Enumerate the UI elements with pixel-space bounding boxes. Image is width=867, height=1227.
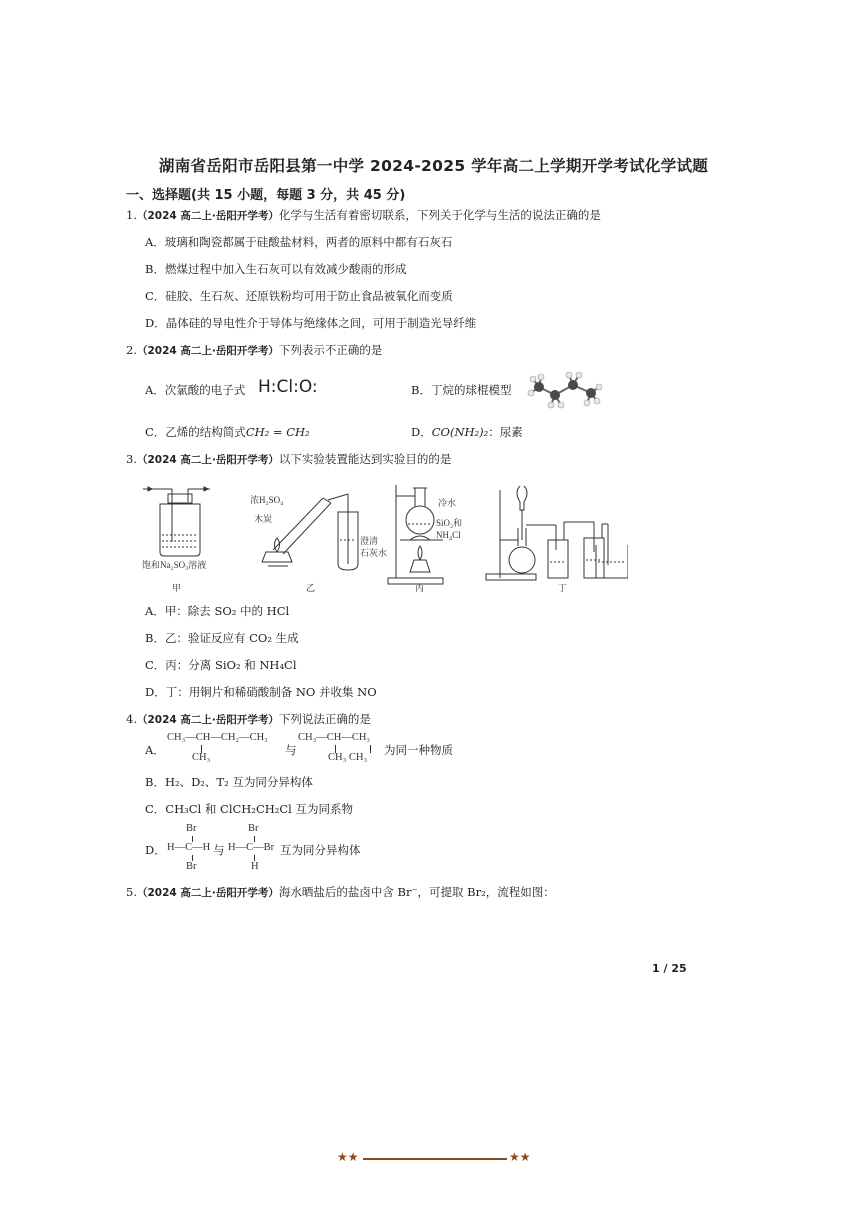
question-number: 3. bbox=[126, 452, 137, 466]
question-5 bbox=[126, 884, 555, 900]
q2-option-d-text: ：尿素 bbox=[488, 425, 523, 439]
question-stem: 以下实验装置能达到实验目的的是 bbox=[278, 452, 452, 466]
question-1 bbox=[126, 207, 601, 223]
butane-ball-stick-model bbox=[527, 371, 603, 409]
footer-ornament bbox=[337, 1151, 533, 1165]
question-stem: 下列说法正确的是 bbox=[278, 712, 371, 726]
question-stem: 海水晒盐后的盐卤中含 Br⁻，可提取 Br₂，流程如图： bbox=[278, 885, 555, 899]
q2-option-a: A．次氯酸的电子式 bbox=[145, 383, 246, 397]
ethylene-formula: CH₂ = CH₂ bbox=[245, 425, 310, 439]
question-3 bbox=[126, 451, 451, 467]
label-h2so4: 浓H₂SO₄ bbox=[250, 495, 284, 505]
star-icon: ★★ bbox=[337, 1150, 359, 1164]
label-jia: 甲 bbox=[172, 583, 182, 593]
struct-a2-bottom: CH₃ CH₃ bbox=[328, 752, 368, 763]
label-limewater-2: 石灰水 bbox=[360, 548, 388, 558]
q2-option-d-label: D． bbox=[411, 425, 432, 439]
q2-option-b: B．丁烷的球棍模型 bbox=[411, 383, 512, 397]
question-source: （2024 高二上·岳阳开学考） bbox=[136, 887, 279, 899]
q1-option-c: C．硅胶、生石灰、还原铁粉均可用于防止食品被氧化而变质 bbox=[145, 289, 453, 303]
label-ding: 丁 bbox=[558, 583, 568, 593]
q1-option-a: A．玻璃和陶瓷都属于硅酸盐材料，两者的原料中都有石灰石 bbox=[145, 235, 453, 249]
label-yi: 乙 bbox=[306, 583, 316, 593]
q2-option-c-text: C．乙烯的结构简式 bbox=[145, 425, 246, 439]
q4-option-c: C．CH₃Cl 和 ClCH₂CH₂Cl 互为同系物 bbox=[145, 802, 354, 816]
struct-d2-top: Br bbox=[248, 823, 259, 834]
struct-a2-bond bbox=[370, 745, 371, 753]
question-source: （2024 高二上·岳阳开学考） bbox=[136, 454, 279, 466]
apparatus-ding bbox=[486, 486, 628, 580]
label-bing: 丙 bbox=[415, 583, 425, 593]
apparatus-yi bbox=[262, 494, 358, 570]
q4-option-d-label: D． bbox=[145, 843, 166, 857]
q3-option-b: B．乙：验证反应有 CO₂ 生成 bbox=[145, 631, 299, 645]
question-number: 1. bbox=[126, 208, 137, 222]
q1-option-b: B．燃煤过程中加入生石灰可以有效减少酸雨的形成 bbox=[145, 262, 407, 276]
q3-option-a: A．甲：除去 SO₂ 中的 HCl bbox=[145, 604, 290, 618]
struct-a1-top: CH₃—CH—CH₂—CH₃ bbox=[167, 732, 268, 743]
hclo-electron-formula: H:Cl:O: bbox=[258, 377, 318, 397]
apparatus-figure bbox=[138, 480, 628, 595]
footer-rule bbox=[363, 1158, 507, 1160]
struct-d1-top: Br bbox=[186, 823, 197, 834]
label-naso3: 饱和Na₂SO₃溶液 bbox=[142, 560, 207, 570]
question-source: （2024 高二上·岳阳开学考） bbox=[136, 345, 279, 357]
struct-d1-mid: H—C—H bbox=[167, 842, 211, 853]
q2-option-d bbox=[411, 424, 523, 440]
q4-option-d-and: 与 bbox=[213, 843, 225, 857]
question-stem: 下列表示不正确的是 bbox=[278, 343, 383, 357]
q4-option-a-text: 为同一种物质 bbox=[384, 743, 453, 757]
struct-a1-bottom: CH₃ bbox=[192, 752, 211, 763]
urea-formula: CO(NH₂)₂ bbox=[431, 425, 489, 439]
label-carbon: 木炭 bbox=[254, 514, 273, 524]
q1-option-d: D．晶体硅的导电性介于导体与绝缘体之间，可用于制造光导纤维 bbox=[145, 316, 477, 330]
question-number: 2. bbox=[126, 343, 137, 357]
struct-d2-mid: H—C—Br bbox=[228, 842, 275, 853]
q4-option-a-label: A． bbox=[145, 743, 165, 757]
question-source: （2024 高二上·岳阳开学考） bbox=[136, 714, 279, 726]
label-cold-water: 冷水 bbox=[438, 498, 457, 508]
struct-a2-top: CH₃—CH—CH₃ bbox=[298, 732, 371, 743]
q3-option-d: D．丁：用铜片和稀硝酸制备 NO 并收集 NO bbox=[145, 685, 377, 699]
q4-option-a-and: 与 bbox=[285, 743, 297, 757]
label-nh4cl: NH₄Cl bbox=[436, 530, 461, 540]
q4-option-d-text: 互为同分异构体 bbox=[280, 843, 361, 857]
q2-option-c bbox=[145, 424, 310, 440]
label-limewater-1: 澄清 bbox=[360, 536, 379, 546]
question-number: 5. bbox=[126, 885, 137, 899]
star-icon: ★★ bbox=[509, 1150, 531, 1164]
struct-d1-bottom: Br bbox=[186, 861, 197, 872]
question-4 bbox=[126, 711, 371, 727]
page-title: 湖南省岳阳市岳阳县第一中学 2024-2025 学年高二上学期开学考试化学试题 bbox=[158, 157, 709, 175]
q3-option-c: C．丙：分离 SiO₂ 和 NH₄Cl bbox=[145, 658, 297, 672]
question-2 bbox=[126, 342, 382, 358]
question-source: （2024 高二上·岳阳开学考） bbox=[136, 210, 279, 222]
question-number: 4. bbox=[126, 712, 137, 726]
apparatus-jia bbox=[143, 487, 210, 556]
q4-option-b: B．H₂、D₂、T₂ 互为同分异构体 bbox=[145, 775, 313, 789]
question-stem: 化学与生活有着密切联系，下列关于化学与生活的说法正确的是 bbox=[278, 208, 601, 222]
page-number: 1 / 25 bbox=[652, 962, 687, 975]
apparatus-bing bbox=[388, 485, 443, 584]
struct-d2-bottom: H bbox=[251, 861, 259, 872]
label-sio2: SiO₂和 bbox=[436, 518, 463, 528]
section-heading: 一、选择题(共 15 小题，每题 3 分，共 45 分) bbox=[126, 188, 406, 203]
